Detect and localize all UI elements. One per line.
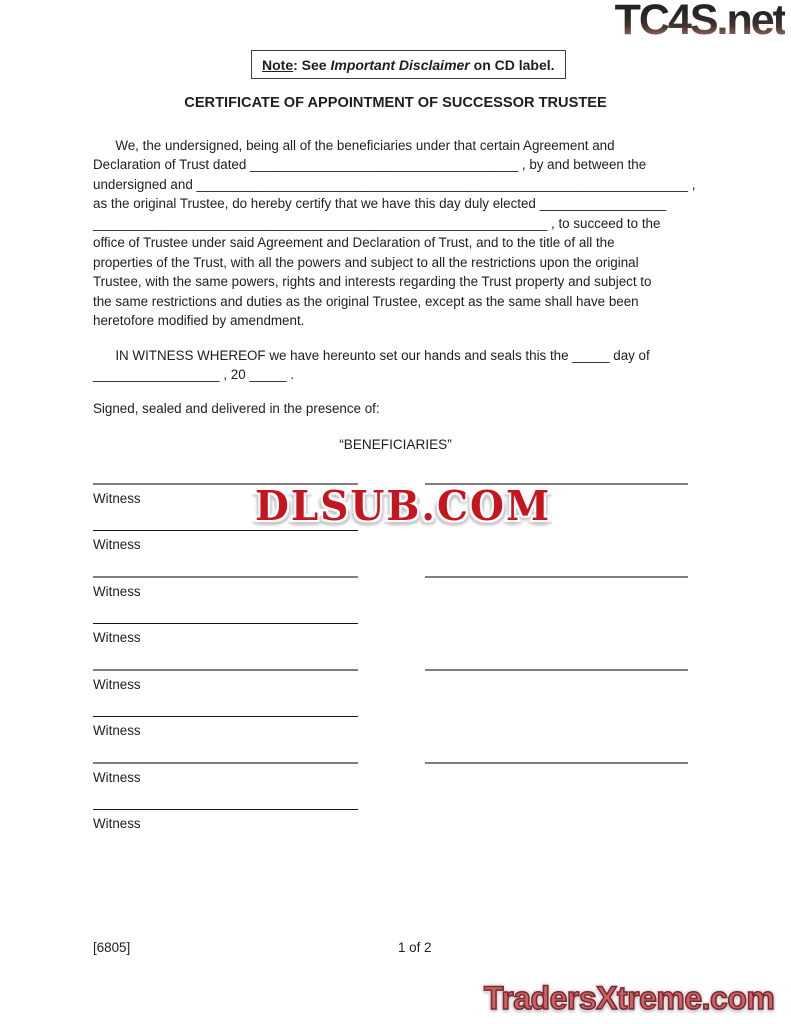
signature-line-left	[93, 809, 358, 810]
text-line: properties of the Trust, with all the powers and subject to all the restrictions upon the original	[93, 254, 639, 270]
signature-line-right	[425, 576, 688, 578]
dlsub-watermark: DLSUB.COM	[255, 481, 552, 531]
certificate-body-paragraph	[93, 136, 695, 331]
witness-label: Witness	[93, 537, 141, 552]
witness-label: Witness	[93, 630, 141, 645]
witness-label: Witness	[93, 491, 141, 506]
page-title: CERTIFICATE OF APPOINTMENT OF SUCCESSOR TRUSTEE	[184, 95, 607, 111]
note-emphasis: Important Disclaimer	[330, 56, 470, 73]
form-number: [6805]	[93, 940, 131, 955]
signature-line-left	[93, 669, 358, 671]
witness-signature-section	[93, 483, 705, 843]
text-line: IN WITNESS WHEREOF we have hereunto set our hands and seals this the _____ day of	[93, 348, 650, 363]
witness-signature-row	[93, 529, 705, 571]
witness-signature-row	[93, 808, 705, 850]
note-separator: : See	[293, 56, 331, 73]
signed-sealed-line: Signed, sealed and delivered in the presence of:	[93, 401, 380, 416]
tradersxtreme-watermark: TradersXtreme.com	[484, 980, 775, 1016]
text-line: _____________________________________________________________ , to succeed to the	[93, 215, 661, 231]
signature-line-left	[93, 623, 358, 624]
witness-signature-row	[93, 622, 705, 664]
signature-line-left	[93, 576, 358, 578]
tc4s-watermark: TC4S.net	[615, 0, 785, 45]
beneficiaries-heading: “BENEFICIARIES”	[339, 437, 452, 452]
witness-label: Witness	[93, 584, 141, 599]
text-line: Trustee, with the same powers, rights and interests regarding the Trust property and subject to	[93, 274, 652, 290]
text-line: heretofore modified by amendment.	[93, 313, 305, 329]
text-line: the same restrictions and duties as the original Trustee, except as the same shall have been	[93, 293, 639, 309]
witness-clause-paragraph	[93, 346, 650, 385]
witness-signature-row	[93, 576, 705, 618]
text-line: undersigned and __________________________________________________________________ ,	[93, 176, 696, 192]
text-line: office of Trustee under said Agreement and Declaration of Trust, and to the title of all the	[93, 235, 615, 251]
witness-label: Witness	[93, 677, 141, 692]
text-line: as the original Trustee, do hereby certify that we have this day duly elected _________________	[93, 196, 667, 212]
page-number: 1 of 2	[398, 940, 432, 955]
witness-signature-row	[93, 669, 705, 711]
signature-line-left	[93, 762, 358, 764]
witness-signature-row	[93, 715, 705, 757]
text-line: We, the undersigned, being all of the beneficiaries under that certain Agreement and	[93, 138, 615, 153]
note-label: Note	[262, 56, 294, 73]
signature-line-right	[425, 762, 688, 764]
signature-line-left	[93, 716, 358, 717]
signature-line-right	[425, 669, 688, 671]
text-line: Declaration of Trust dated ____________________________________ , by and between the	[93, 157, 647, 173]
witness-label: Witness	[93, 816, 141, 831]
witness-label: Witness	[93, 770, 141, 785]
note-suffix: on CD label.	[469, 56, 555, 73]
disclaimer-note-box	[251, 50, 566, 79]
witness-label: Witness	[93, 723, 141, 738]
witness-signature-row	[93, 762, 705, 804]
text-line: _________________ , 20 _____ .	[93, 367, 295, 383]
